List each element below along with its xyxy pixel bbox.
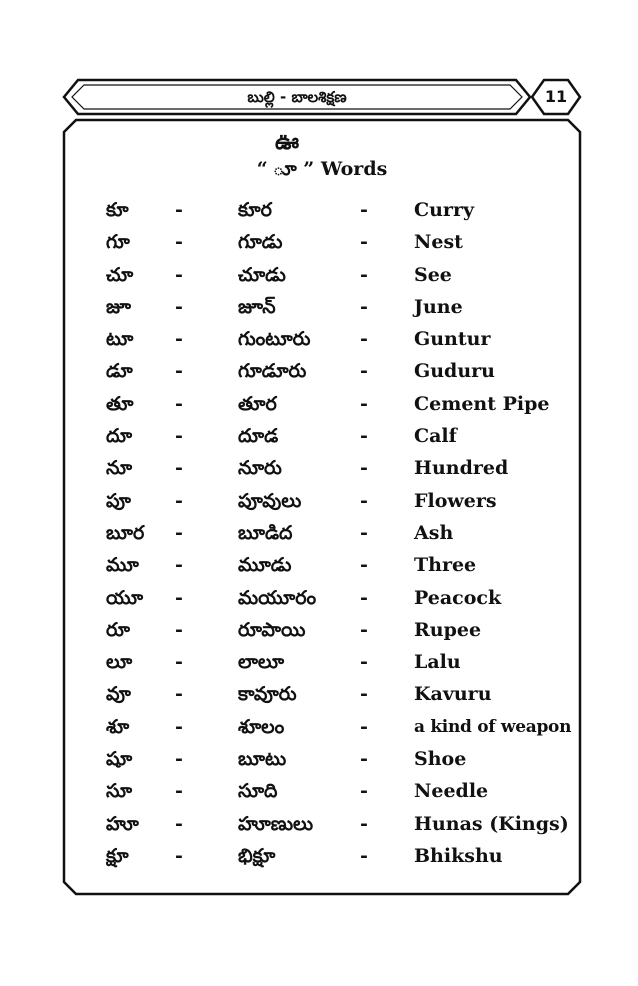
separator-dash: - xyxy=(360,360,368,383)
separator-dash: - xyxy=(175,618,183,641)
english-meaning: Hunas (Kings) xyxy=(414,812,569,835)
english-meaning: Shoe xyxy=(414,748,467,771)
word-row xyxy=(62,775,582,807)
syllable: హూ xyxy=(106,812,139,835)
page-number: 11 xyxy=(544,87,568,106)
separator-dash: - xyxy=(175,328,183,351)
vowel-letter: ఊ xyxy=(274,130,300,155)
word-row xyxy=(62,711,582,743)
syllable: వూ xyxy=(106,683,131,706)
syllable: క్షూ xyxy=(106,844,129,867)
telugu-word: తూర xyxy=(238,392,277,415)
english-meaning: Guduru xyxy=(414,360,495,383)
separator-dash: - xyxy=(360,199,368,221)
syllable: సూ xyxy=(106,780,133,803)
book-title: బుల్లి - బాలశిక్షణ xyxy=(247,88,347,106)
separator-dash: - xyxy=(175,489,183,512)
syllable: శూ xyxy=(106,715,130,738)
word-row xyxy=(62,485,582,517)
syllable: దూ xyxy=(106,425,133,448)
telugu-word: లాలూ xyxy=(238,651,285,674)
separator-dash: - xyxy=(360,812,368,835)
separator-dash: - xyxy=(360,231,368,254)
separator-dash: - xyxy=(360,392,368,415)
telugu-word: జూన్ xyxy=(238,295,276,318)
separator-dash: - xyxy=(175,360,183,383)
header-banner xyxy=(62,78,532,116)
word-row xyxy=(62,614,582,646)
syllable: నూ xyxy=(106,457,133,480)
separator-dash: - xyxy=(175,748,183,771)
word-row xyxy=(62,259,582,291)
english-meaning: Needle xyxy=(414,780,489,803)
english-meaning: Kavuru xyxy=(414,683,492,706)
telugu-word: మయూరం xyxy=(238,586,317,609)
word-row xyxy=(62,420,582,452)
separator-dash: - xyxy=(360,715,368,738)
lesson-heading xyxy=(62,130,582,182)
separator-dash: - xyxy=(175,263,183,286)
word-list xyxy=(62,194,582,872)
english-meaning: Calf xyxy=(414,425,457,448)
telugu-word: బూటు xyxy=(238,748,287,771)
english-meaning: Lalu xyxy=(414,651,461,674)
separator-dash: - xyxy=(175,521,183,544)
syllable: టూ xyxy=(106,328,134,351)
word-row xyxy=(62,808,582,840)
separator-dash: - xyxy=(175,844,183,867)
separator-dash: - xyxy=(175,715,183,738)
english-meaning: Peacock xyxy=(414,586,502,609)
separator-dash: - xyxy=(360,263,368,286)
separator-dash: - xyxy=(175,554,183,577)
separator-dash: - xyxy=(360,683,368,706)
telugu-word: గూడూరు xyxy=(238,360,307,383)
english-meaning: Guntur xyxy=(414,328,491,351)
english-meaning: See xyxy=(414,263,452,286)
separator-dash: - xyxy=(360,586,368,609)
telugu-word: సూది xyxy=(238,780,278,803)
syllable: మూ xyxy=(106,554,139,577)
separator-dash: - xyxy=(175,457,183,480)
word-row xyxy=(62,452,582,484)
english-meaning: Three xyxy=(414,554,477,577)
separator-dash: - xyxy=(175,683,183,706)
english-meaning: June xyxy=(414,295,463,318)
separator-dash: - xyxy=(175,812,183,835)
separator-dash: - xyxy=(175,199,183,221)
telugu-word: నూరు xyxy=(238,457,282,480)
syllable: పూ xyxy=(106,489,131,512)
word-row xyxy=(62,517,582,549)
word-row xyxy=(62,323,582,355)
separator-dash: - xyxy=(175,425,183,448)
word-row xyxy=(62,194,582,226)
separator-dash: - xyxy=(175,586,183,609)
separator-dash: - xyxy=(360,521,368,544)
separator-dash: - xyxy=(360,618,368,641)
separator-dash: - xyxy=(360,844,368,867)
english-meaning: Flowers xyxy=(414,489,497,512)
separator-dash: - xyxy=(360,457,368,480)
syllable: గూ xyxy=(106,231,130,254)
word-row xyxy=(62,291,582,323)
word-row xyxy=(62,549,582,581)
page-number-badge xyxy=(530,78,582,116)
separator-dash: - xyxy=(175,392,183,415)
telugu-word: దూడ xyxy=(238,425,279,448)
word-row xyxy=(62,582,582,614)
syllable: చూ xyxy=(106,263,134,286)
separator-dash: - xyxy=(175,295,183,318)
english-meaning: Bhikshu xyxy=(414,844,503,867)
telugu-word: గూడు xyxy=(238,231,283,254)
separator-dash: - xyxy=(175,651,183,674)
lesson-subtitle: “ ూ ” Words xyxy=(256,158,388,180)
english-meaning: a kind of weapon xyxy=(414,716,572,737)
separator-dash: - xyxy=(360,651,368,674)
syllable: జూ xyxy=(106,295,131,318)
english-meaning: Curry xyxy=(414,199,474,221)
telugu-word: బూడిద xyxy=(238,521,293,544)
telugu-word: కూర xyxy=(238,199,272,221)
telugu-word: రూపాయి xyxy=(238,618,306,641)
syllable: డూ xyxy=(106,360,133,383)
word-row xyxy=(62,388,582,420)
separator-dash: - xyxy=(360,295,368,318)
separator-dash: - xyxy=(360,554,368,577)
english-meaning: Hundred xyxy=(414,457,509,480)
telugu-word: పూవులు xyxy=(238,489,302,512)
word-row xyxy=(62,678,582,710)
english-meaning: Cement Pipe xyxy=(414,392,550,415)
word-row xyxy=(62,355,582,387)
separator-dash: - xyxy=(360,425,368,448)
syllable: కూ xyxy=(106,199,129,221)
telugu-word: హూణులు xyxy=(238,812,314,835)
separator-dash: - xyxy=(360,328,368,351)
telugu-word: గుంటూరు xyxy=(238,328,311,351)
separator-dash: - xyxy=(360,489,368,512)
telugu-word: మూడు xyxy=(238,554,292,577)
english-meaning: Ash xyxy=(414,521,454,544)
english-meaning: Rupee xyxy=(414,618,482,641)
syllable: యూ xyxy=(106,586,144,609)
word-row xyxy=(62,840,582,872)
telugu-word: చూడు xyxy=(238,263,286,286)
telugu-word: శూలం xyxy=(238,715,285,738)
word-row xyxy=(62,743,582,775)
english-meaning: Nest xyxy=(414,231,463,254)
content-frame xyxy=(62,118,582,896)
syllable: రూ xyxy=(106,618,130,641)
telugu-word: కావూరు xyxy=(238,683,297,706)
separator-dash: - xyxy=(175,231,183,254)
syllable: తూ xyxy=(106,392,134,415)
separator-dash: - xyxy=(360,780,368,803)
word-row xyxy=(62,646,582,678)
word-row xyxy=(62,226,582,258)
separator-dash: - xyxy=(175,780,183,803)
syllable: లూ xyxy=(106,651,133,674)
syllable: షూ xyxy=(106,748,133,771)
separator-dash: - xyxy=(360,748,368,771)
telugu-word: భిక్షూ xyxy=(238,844,276,867)
syllable: బూర xyxy=(106,521,145,544)
